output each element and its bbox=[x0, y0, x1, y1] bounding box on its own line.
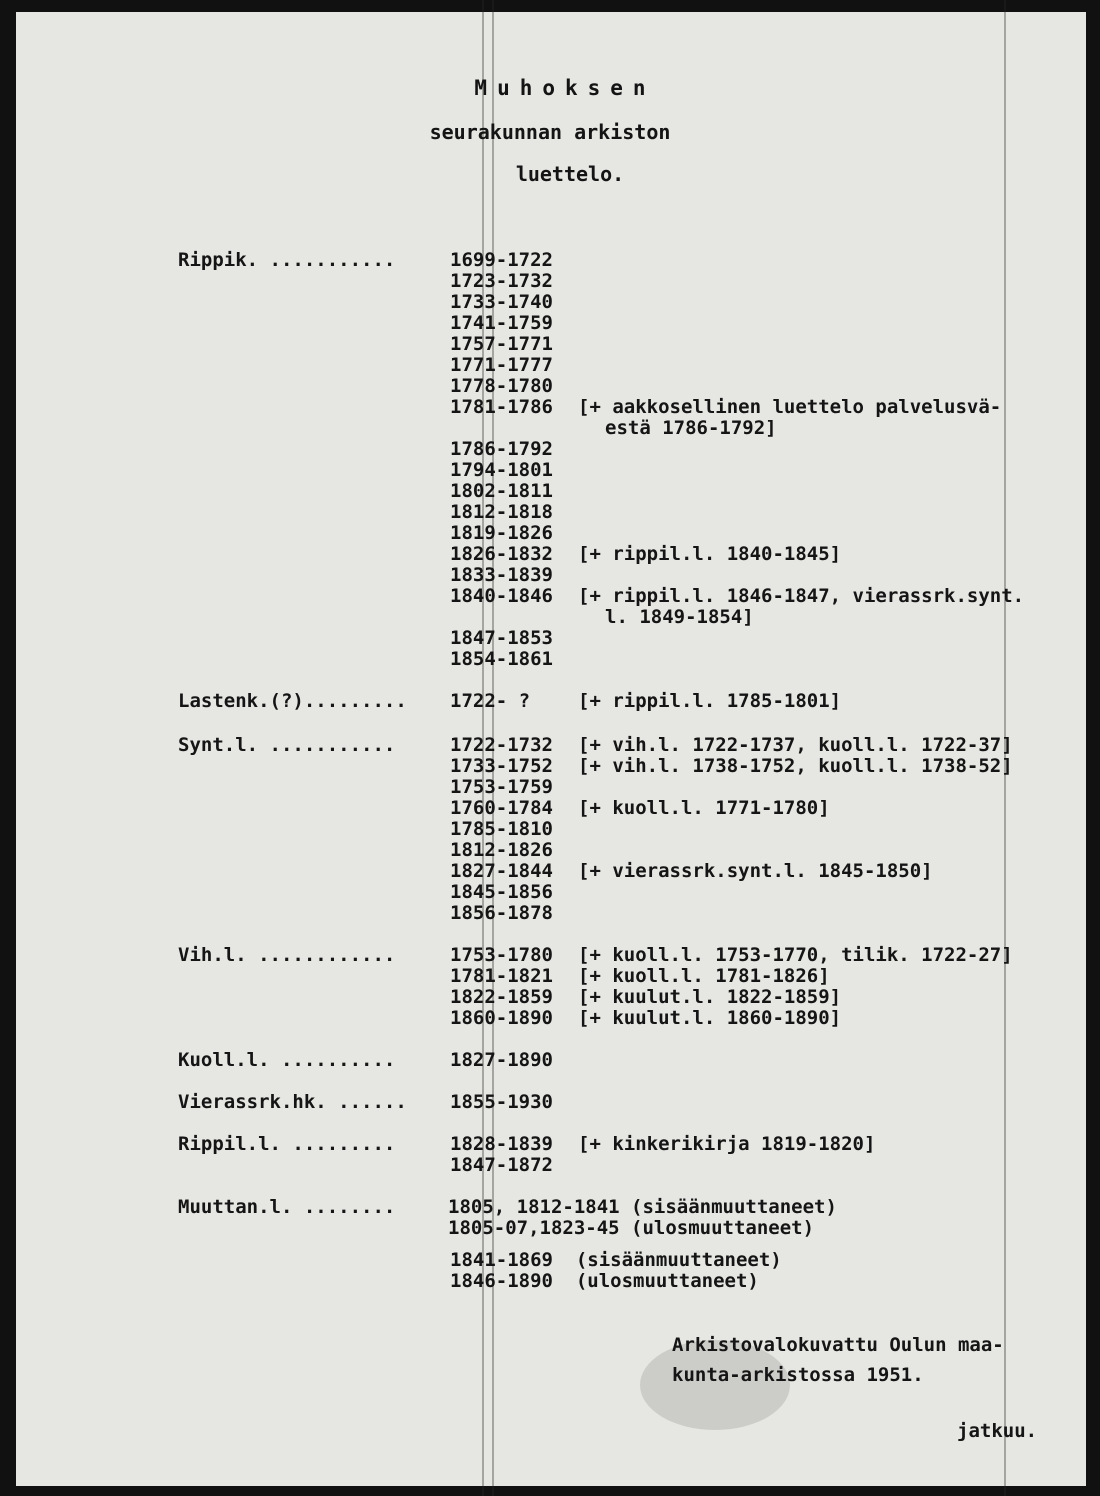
note: [+ vierassrk.synt.l. 1845-1850] bbox=[578, 860, 933, 882]
continues-label: jatkuu. bbox=[957, 1420, 1038, 1442]
year-range: 1822-1859 bbox=[450, 986, 553, 1008]
note: [+ aakkosellinen luettelo palvelusvä- bbox=[578, 396, 1002, 418]
year-range: 1753-1780 bbox=[450, 944, 553, 966]
archive-note-line1: Arkistovalokuvattu Oulun maa- bbox=[672, 1334, 1004, 1356]
scan-border-top bbox=[0, 0, 1100, 12]
year-range: 1699-1722 bbox=[450, 249, 553, 271]
year-range: 1855-1930 bbox=[450, 1091, 553, 1113]
year-range: 1771-1777 bbox=[450, 354, 553, 376]
note: [+ kuoll.l. 1771-1780] bbox=[578, 797, 830, 819]
scan-border-right bbox=[1086, 0, 1100, 1496]
title-parish: Muhoksen bbox=[474, 76, 656, 100]
year-range: 1856-1878 bbox=[450, 902, 553, 924]
note: [+ vih.l. 1722-1737, kuoll.l. 1722-37] bbox=[578, 734, 1013, 756]
note: [+ kuoll.l. 1753-1770, tilik. 1722-27] bbox=[578, 944, 1013, 966]
year-range: 1827-1844 bbox=[450, 860, 553, 882]
year-range: 1812-1826 bbox=[450, 839, 553, 861]
year-range: 1722-1732 bbox=[450, 734, 553, 756]
section-label-vih: Vih.l. ............ bbox=[178, 944, 396, 966]
year-range: 1778-1780 bbox=[450, 375, 553, 397]
section-label-synt: Synt.l. ........... bbox=[178, 734, 396, 756]
year-range: 1805, 1812-1841 (sisäänmuuttaneet) bbox=[448, 1196, 837, 1218]
note-continued: estä 1786-1792] bbox=[605, 417, 777, 439]
year-range: 1786-1792 bbox=[450, 438, 553, 460]
section-label-vierassrk: Vierassrk.hk. ...... bbox=[178, 1091, 407, 1113]
year-range: 1722- ? bbox=[450, 690, 531, 712]
year-range: 1753-1759 bbox=[450, 776, 553, 798]
year-range: 1833-1839 bbox=[450, 564, 553, 586]
year-range: 1819-1826 bbox=[450, 522, 553, 544]
year-range: 1847-1872 bbox=[450, 1154, 553, 1176]
section-label-rippik: Rippik. ........... bbox=[178, 249, 396, 271]
year-range: 1826-1832 bbox=[450, 543, 553, 565]
year-range: 1827-1890 bbox=[450, 1049, 553, 1071]
year-range: 1828-1839 bbox=[450, 1133, 553, 1155]
year-range: 1741-1759 bbox=[450, 312, 553, 334]
year-range: 1781-1821 bbox=[450, 965, 553, 987]
year-range: 1802-1811 bbox=[450, 480, 553, 502]
note: [+ kuulut.l. 1860-1890] bbox=[578, 1007, 842, 1029]
year-range: 1854-1861 bbox=[450, 648, 553, 670]
year-range: 1760-1784 bbox=[450, 797, 553, 819]
note: [+ rippil.l. 1846-1847, vierassrk.synt. bbox=[578, 585, 1025, 607]
year-range: 1723-1732 bbox=[450, 270, 553, 292]
note: [+ kuoll.l. 1781-1826] bbox=[578, 965, 830, 987]
year-range: 1733-1752 bbox=[450, 755, 553, 777]
year-range: 1847-1853 bbox=[450, 627, 553, 649]
section-label-kuoll: Kuoll.l. .......... bbox=[178, 1049, 396, 1071]
year-range: 1805-07,1823-45 (ulosmuuttaneet) bbox=[448, 1217, 815, 1239]
note: [+ rippil.l. 1840-1845] bbox=[578, 543, 842, 565]
year-range: 1781-1786 bbox=[450, 396, 553, 418]
year-range: 1733-1740 bbox=[450, 291, 553, 313]
archive-note-line2: kunta-arkistossa 1951. bbox=[672, 1364, 924, 1386]
year-range: 1794-1801 bbox=[450, 459, 553, 481]
note: [+ kinkerikirja 1819-1820] bbox=[578, 1133, 876, 1155]
note: [+ vih.l. 1738-1752, kuoll.l. 1738-52] bbox=[578, 755, 1013, 777]
section-label-lastenk: Lastenk.(?)......... bbox=[178, 690, 407, 712]
year-range: 1785-1810 bbox=[450, 818, 553, 840]
year-range: 1860-1890 bbox=[450, 1007, 553, 1029]
year-range: 1841-1869 (sisäänmuuttaneet) bbox=[450, 1249, 782, 1271]
title-subtitle: seurakunnan arkiston bbox=[429, 120, 671, 144]
scan-border-left bbox=[0, 0, 16, 1496]
section-label-muuttan: Muuttan.l. ........ bbox=[178, 1196, 396, 1218]
title-list: luettelo. bbox=[515, 162, 625, 186]
year-range: 1840-1846 bbox=[450, 585, 553, 607]
year-range: 1846-1890 (ulosmuuttaneet) bbox=[450, 1270, 759, 1292]
year-range: 1845-1856 bbox=[450, 881, 553, 903]
note-continued: l. 1849-1854] bbox=[605, 606, 754, 628]
section-label-rippil: Rippil.l. ......... bbox=[178, 1133, 396, 1155]
year-range: 1757-1771 bbox=[450, 333, 553, 355]
note: [+ kuulut.l. 1822-1859] bbox=[578, 986, 842, 1008]
note: [+ rippil.l. 1785-1801] bbox=[578, 690, 842, 712]
scan-border-bottom bbox=[0, 1486, 1100, 1496]
year-range: 1812-1818 bbox=[450, 501, 553, 523]
